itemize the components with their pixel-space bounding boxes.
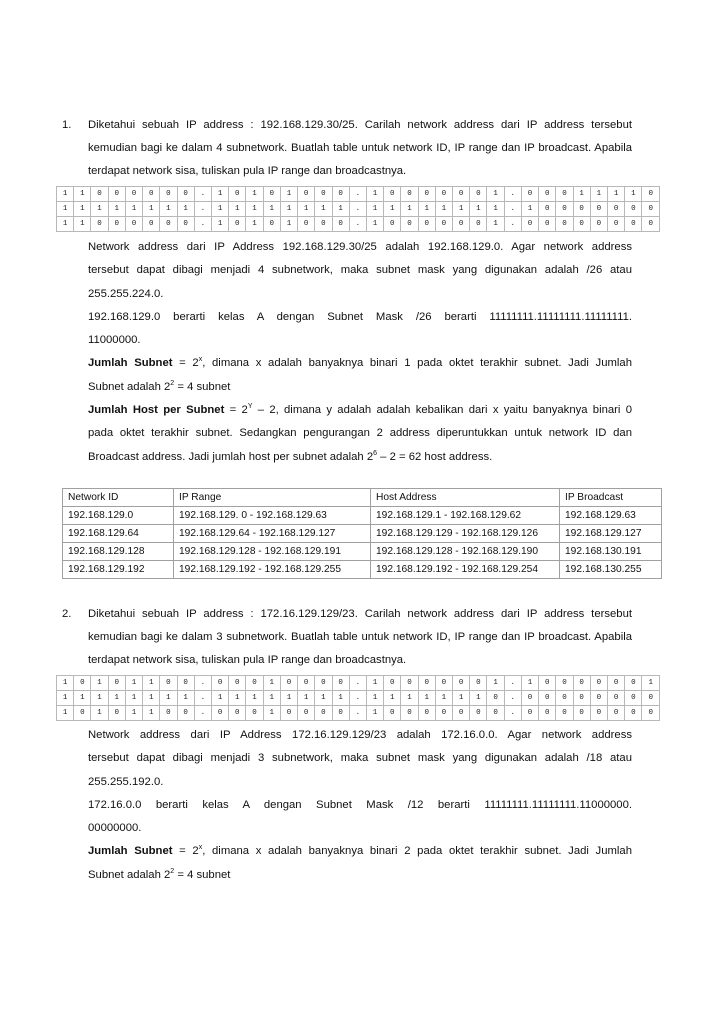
bit-cell: 0 bbox=[401, 217, 418, 232]
bit-cell: 1 bbox=[521, 202, 538, 217]
bit-cell: 0 bbox=[315, 187, 332, 202]
answer-line: Network address dari IP Address 172.16.129.129/23 adalah 172.16.0.0. Agar network address bbox=[88, 729, 632, 741]
bit-cell: 0 bbox=[418, 706, 435, 721]
bit-cell: 0 bbox=[298, 187, 315, 202]
bit-cell: 1 bbox=[642, 676, 660, 691]
bit-cell: 0 bbox=[263, 217, 280, 232]
bit-cell: 0 bbox=[573, 706, 590, 721]
bit-cell: 1 bbox=[298, 202, 315, 217]
table-cell: 192.168.130.191 bbox=[560, 543, 662, 561]
bit-cell: 0 bbox=[453, 217, 470, 232]
bit-cell: 1 bbox=[401, 202, 418, 217]
table-cell: 192.168.130.255 bbox=[560, 561, 662, 579]
table-row bbox=[63, 507, 662, 525]
bit-cell: 0 bbox=[177, 676, 194, 691]
bit-cell: 1 bbox=[229, 691, 246, 706]
bit-cell: 0 bbox=[418, 217, 435, 232]
bit-cell: 0 bbox=[487, 706, 504, 721]
bit-cell: 1 bbox=[74, 202, 91, 217]
octet-separator: . bbox=[349, 217, 366, 232]
bit-cell: 1 bbox=[384, 691, 401, 706]
bit-cell: 0 bbox=[608, 202, 625, 217]
octet-separator: . bbox=[504, 202, 521, 217]
bit-cell: 1 bbox=[246, 202, 263, 217]
bit-cell: 0 bbox=[315, 217, 332, 232]
bit-cell: 0 bbox=[556, 217, 573, 232]
bit-cell: 1 bbox=[263, 691, 280, 706]
bit-cell: 1 bbox=[384, 202, 401, 217]
octet-separator: . bbox=[504, 706, 521, 721]
answer-line: Network address dari IP Address 192.168.129.30/25 adalah 192.168.129.0. Agar network address bbox=[88, 241, 632, 253]
bit-cell: 1 bbox=[211, 691, 228, 706]
bit-cell: 0 bbox=[470, 217, 487, 232]
table-cell: 192.168.129.127 bbox=[560, 525, 662, 543]
bit-cell: 0 bbox=[556, 676, 573, 691]
bit-cell: 0 bbox=[298, 217, 315, 232]
bit-cell: 1 bbox=[315, 202, 332, 217]
bit-cell: 1 bbox=[57, 676, 74, 691]
bit-cell: 0 bbox=[556, 202, 573, 217]
bit-cell: 1 bbox=[487, 202, 504, 217]
bit-cell: 1 bbox=[246, 217, 263, 232]
bit-cell: 0 bbox=[160, 706, 177, 721]
col-ip-broadcast: IP Broadcast bbox=[560, 489, 662, 507]
bit-cell: 0 bbox=[590, 706, 607, 721]
answer-line: 00000000. bbox=[88, 822, 142, 835]
bit-cell: 1 bbox=[57, 187, 74, 202]
bit-cell: 1 bbox=[366, 202, 383, 217]
bit-cell: 0 bbox=[539, 202, 556, 217]
bit-cell: 1 bbox=[177, 202, 194, 217]
bit-cell: 0 bbox=[625, 676, 642, 691]
bit-cell: 0 bbox=[125, 187, 142, 202]
bit-cell: 1 bbox=[143, 676, 160, 691]
bit-cell: 0 bbox=[590, 691, 607, 706]
bit-cell: 1 bbox=[160, 691, 177, 706]
bit-cell: 1 bbox=[143, 691, 160, 706]
answer-line: 192.168.129.0 berarti kelas A dengan Subnet Mask /26 berarti 11111111.11111111.11111111. bbox=[88, 310, 632, 323]
col-host-address: Host Address bbox=[371, 489, 560, 507]
octet-separator: . bbox=[349, 706, 366, 721]
bit-cell: 0 bbox=[642, 691, 660, 706]
bit-cell: 1 bbox=[177, 691, 194, 706]
bit-cell: 1 bbox=[125, 676, 142, 691]
bit-cell: 1 bbox=[418, 202, 435, 217]
bit-cell: 0 bbox=[521, 187, 538, 202]
bit-cell: 1 bbox=[487, 187, 504, 202]
bit-cell: 0 bbox=[384, 706, 401, 721]
bit-cell: 0 bbox=[160, 187, 177, 202]
bit-cell: 1 bbox=[315, 691, 332, 706]
host-result-line: Broadcast address. Jadi jumlah host per subnet adalah $2^6 - 2 = 62$ host address. bbox=[88, 449, 493, 463]
bit-cell: 1 bbox=[435, 691, 452, 706]
bit-cell: 1 bbox=[521, 676, 538, 691]
bit-cell: 0 bbox=[384, 217, 401, 232]
bit-cell: 1 bbox=[470, 691, 487, 706]
bit-cell: 0 bbox=[143, 187, 160, 202]
table-cell: 192.168.129. 0 - 192.168.129.63 bbox=[174, 507, 371, 525]
bit-cell: 0 bbox=[453, 676, 470, 691]
bit-cell: 1 bbox=[590, 187, 607, 202]
bit-cell: 0 bbox=[590, 676, 607, 691]
answer-1 bbox=[88, 236, 632, 469]
bit-cell: 1 bbox=[211, 217, 228, 232]
bit-cell: 0 bbox=[74, 706, 91, 721]
octet-separator: . bbox=[349, 691, 366, 706]
bit-cell: 0 bbox=[160, 676, 177, 691]
network-table bbox=[62, 488, 662, 579]
binary-table-1 bbox=[56, 186, 660, 232]
bit-cell: 1 bbox=[263, 706, 280, 721]
octet-separator: . bbox=[349, 202, 366, 217]
bit-cell: 0 bbox=[435, 187, 452, 202]
bit-cell: 1 bbox=[332, 202, 349, 217]
bit-cell: 0 bbox=[177, 217, 194, 232]
bit-cell: 0 bbox=[401, 706, 418, 721]
bit-cell: 0 bbox=[229, 676, 246, 691]
bit-cell: 0 bbox=[608, 706, 625, 721]
bit-cell: 0 bbox=[229, 217, 246, 232]
octet-separator: . bbox=[194, 187, 211, 202]
bit-cell: 0 bbox=[74, 676, 91, 691]
bit-cell: 1 bbox=[401, 691, 418, 706]
bit-cell: 0 bbox=[590, 202, 607, 217]
bit-cell: 1 bbox=[91, 202, 108, 217]
bit-cell: 1 bbox=[74, 691, 91, 706]
bit-cell: 0 bbox=[108, 706, 125, 721]
answer-2 bbox=[88, 724, 632, 887]
bit-cell: 0 bbox=[539, 706, 556, 721]
answer-line: 255.255.224.0. bbox=[88, 287, 164, 300]
octet-separator: . bbox=[349, 676, 366, 691]
bit-cell: 1 bbox=[366, 676, 383, 691]
bit-cell: 1 bbox=[91, 676, 108, 691]
bit-cell: 0 bbox=[91, 217, 108, 232]
bit-cell: 0 bbox=[108, 676, 125, 691]
bit-row bbox=[57, 187, 660, 202]
bit-cell: 0 bbox=[160, 217, 177, 232]
bit-cell: 1 bbox=[211, 202, 228, 217]
bit-cell: 0 bbox=[470, 676, 487, 691]
bit-cell: 0 bbox=[143, 217, 160, 232]
bit-cell: 0 bbox=[625, 202, 642, 217]
bit-cell: 0 bbox=[246, 706, 263, 721]
bit-cell: 1 bbox=[418, 691, 435, 706]
bit-cell: 1 bbox=[573, 187, 590, 202]
bit-cell: 1 bbox=[125, 202, 142, 217]
bit-cell: 0 bbox=[435, 706, 452, 721]
bit-cell: 0 bbox=[608, 217, 625, 232]
question-1-text: Diketahui sebuah IP address : 192.168.129.30/25. Carilah network address dari IP address tersebut kemudian bagi ke dalam 4 subnetwork. Buatlah table untuk network ID, IP range dan IP broadcast. Apabila terdapat network sisa, tuliskan pula IP range dan broadcastnya. bbox=[88, 119, 632, 177]
table-cell: 192.168.129.128 bbox=[63, 543, 174, 561]
bit-cell: 1 bbox=[366, 187, 383, 202]
bit-cell: 0 bbox=[487, 691, 504, 706]
bit-cell: 0 bbox=[91, 187, 108, 202]
table-cell: 192.168.129.128 - 192.168.129.190 bbox=[371, 543, 560, 561]
bit-cell: 0 bbox=[573, 676, 590, 691]
bit-cell: 1 bbox=[91, 691, 108, 706]
bit-cell: 1 bbox=[366, 217, 383, 232]
bit-cell: 0 bbox=[625, 691, 642, 706]
bit-cell: 1 bbox=[608, 187, 625, 202]
bit-cell: 0 bbox=[435, 217, 452, 232]
bit-cell: 1 bbox=[57, 217, 74, 232]
bit-row bbox=[57, 691, 660, 706]
bit-cell: 0 bbox=[401, 187, 418, 202]
subnet-result-line: Subnet adalah $2^2 = 4$ subnet bbox=[88, 379, 231, 393]
bit-cell: 0 bbox=[625, 217, 642, 232]
table-header-row bbox=[63, 489, 662, 507]
bit-cell: 1 bbox=[263, 202, 280, 217]
bit-cell: 0 bbox=[521, 217, 538, 232]
subnet-result-line: Subnet adalah $2^2 = 4$ subnet bbox=[88, 867, 231, 881]
table-cell: 192.168.129.64 bbox=[63, 525, 174, 543]
bit-cell: 0 bbox=[470, 187, 487, 202]
col-network-id: Network ID bbox=[63, 489, 174, 507]
host-formula-line: Jumlah Host per Subnet = $2^Y - 2$, dimana y adalah adalah kebalikan dari x yaitu banyaknya binari 0 bbox=[88, 403, 632, 417]
bit-cell: 0 bbox=[573, 691, 590, 706]
bit-cell: 0 bbox=[125, 217, 142, 232]
bit-cell: 1 bbox=[366, 691, 383, 706]
bit-row bbox=[57, 202, 660, 217]
bit-cell: 0 bbox=[539, 676, 556, 691]
octet-separator: . bbox=[504, 217, 521, 232]
bit-cell: 1 bbox=[280, 202, 297, 217]
bit-cell: 0 bbox=[108, 217, 125, 232]
bit-cell: 0 bbox=[642, 217, 660, 232]
bit-cell: 1 bbox=[57, 706, 74, 721]
bit-cell: 1 bbox=[125, 706, 142, 721]
bit-cell: 1 bbox=[108, 691, 125, 706]
bit-cell: 0 bbox=[332, 706, 349, 721]
bit-cell: 1 bbox=[280, 691, 297, 706]
bit-cell: 1 bbox=[435, 202, 452, 217]
bit-cell: 0 bbox=[229, 187, 246, 202]
bit-cell: 0 bbox=[642, 187, 660, 202]
bit-cell: 1 bbox=[366, 706, 383, 721]
bit-cell: 1 bbox=[453, 202, 470, 217]
bit-cell: 1 bbox=[246, 187, 263, 202]
table-row bbox=[63, 561, 662, 579]
bit-cell: 0 bbox=[470, 706, 487, 721]
bit-cell: 0 bbox=[177, 706, 194, 721]
table-cell: 192.168.129.129 - 192.168.129.126 bbox=[371, 525, 560, 543]
bit-cell: 1 bbox=[453, 691, 470, 706]
bit-cell: 0 bbox=[332, 217, 349, 232]
subnet-formula-line: Jumlah Subnet = $2^x$, dimana x adalah banyaknya binari 2 pada oktet terakhir subnet. Jadi Jumlah bbox=[88, 844, 632, 858]
bit-cell: 1 bbox=[246, 691, 263, 706]
bit-cell: 0 bbox=[573, 217, 590, 232]
bit-cell: 0 bbox=[108, 187, 125, 202]
bit-cell: 0 bbox=[573, 202, 590, 217]
bit-cell: 0 bbox=[453, 187, 470, 202]
bit-cell: 0 bbox=[608, 676, 625, 691]
bit-cell: 0 bbox=[280, 706, 297, 721]
bit-cell: 0 bbox=[539, 691, 556, 706]
bit-cell: 1 bbox=[487, 217, 504, 232]
bit-cell: 1 bbox=[332, 691, 349, 706]
octet-separator: . bbox=[194, 217, 211, 232]
col-ip-range: IP Range bbox=[174, 489, 371, 507]
bit-cell: 0 bbox=[211, 676, 228, 691]
bit-cell: 1 bbox=[125, 691, 142, 706]
question-1-number: 1. bbox=[62, 119, 72, 131]
octet-separator: . bbox=[349, 187, 366, 202]
bit-cell: 0 bbox=[315, 676, 332, 691]
answer-line: tersebut dapat dibagi menjadi 4 subnetwork, maka subnet mask yang digunakan adalah /26 atau bbox=[88, 264, 632, 277]
bit-cell: 0 bbox=[332, 187, 349, 202]
table-cell: 192.168.129.64 - 192.168.129.127 bbox=[174, 525, 371, 543]
bit-cell: 1 bbox=[57, 691, 74, 706]
bit-cell: 0 bbox=[384, 676, 401, 691]
bit-cell: 0 bbox=[642, 202, 660, 217]
bit-cell: 1 bbox=[160, 202, 177, 217]
subnet-formula-line: Jumlah Subnet = $2^x$, dimana x adalah banyaknya binari 1 pada oktet terakhir subnet. Jadi Jumlah bbox=[88, 356, 632, 370]
octet-separator: . bbox=[194, 202, 211, 217]
bit-cell: 0 bbox=[211, 706, 228, 721]
bit-cell: 1 bbox=[298, 691, 315, 706]
bit-cell: 0 bbox=[556, 187, 573, 202]
bit-cell: 1 bbox=[263, 676, 280, 691]
octet-separator: . bbox=[504, 187, 521, 202]
table-cell: 192.168.129.192 - 192.168.129.255 bbox=[174, 561, 371, 579]
answer-line: 11000000. bbox=[88, 334, 141, 347]
bit-cell: 1 bbox=[74, 217, 91, 232]
host-explain-line: pada oktet terakhir subnet. Sedangkan pengurangan 2 address diperuntukkan untuk network ID dan bbox=[88, 427, 632, 440]
bit-cell: 0 bbox=[521, 706, 538, 721]
bit-cell: 0 bbox=[539, 217, 556, 232]
bit-row bbox=[57, 676, 660, 691]
bit-cell: 0 bbox=[418, 676, 435, 691]
bit-cell: 0 bbox=[435, 676, 452, 691]
question-2-text: Diketahui sebuah IP address : 172.16.129.129/23. Carilah network address dari IP address tersebut kemudian bagi ke dalam 3 subnetwork. Buatlah table untuk network ID, IP range dan IP broadcast. Apabila terdapat network sisa, tuliskan pula IP range dan broadcastnya. bbox=[88, 608, 632, 666]
table-cell: 192.168.129.63 bbox=[560, 507, 662, 525]
bit-cell: 0 bbox=[418, 187, 435, 202]
bit-cell: 0 bbox=[177, 187, 194, 202]
bit-cell: 1 bbox=[143, 202, 160, 217]
bit-cell: 1 bbox=[280, 187, 297, 202]
bit-cell: 0 bbox=[608, 691, 625, 706]
bit-cell: 0 bbox=[332, 676, 349, 691]
bit-cell: 0 bbox=[401, 676, 418, 691]
bit-cell: 1 bbox=[91, 706, 108, 721]
bit-cell: 0 bbox=[280, 676, 297, 691]
bit-cell: 1 bbox=[143, 706, 160, 721]
bit-cell: 0 bbox=[590, 217, 607, 232]
octet-separator: . bbox=[504, 676, 521, 691]
bit-cell: 0 bbox=[263, 187, 280, 202]
table-cell: 192.168.129.128 - 192.168.129.191 bbox=[174, 543, 371, 561]
table-cell: 192.168.129.1 - 192.168.129.62 bbox=[371, 507, 560, 525]
bit-cell: 0 bbox=[315, 706, 332, 721]
bit-cell: 0 bbox=[556, 691, 573, 706]
bit-cell: 0 bbox=[298, 706, 315, 721]
octet-separator: . bbox=[194, 691, 211, 706]
octet-separator: . bbox=[504, 691, 521, 706]
bit-cell: 1 bbox=[470, 202, 487, 217]
bit-cell: 1 bbox=[108, 202, 125, 217]
table-cell: 192.168.129.0 bbox=[63, 507, 174, 525]
bit-cell: 1 bbox=[57, 202, 74, 217]
bit-cell: 1 bbox=[74, 187, 91, 202]
answer-line: 255.255.192.0. bbox=[88, 775, 164, 788]
bit-cell: 1 bbox=[280, 217, 297, 232]
bit-cell: 0 bbox=[539, 187, 556, 202]
bit-cell: 0 bbox=[521, 691, 538, 706]
bit-row bbox=[57, 706, 660, 721]
bit-cell: 0 bbox=[642, 706, 660, 721]
octet-separator: . bbox=[194, 676, 211, 691]
bit-cell: 1 bbox=[229, 202, 246, 217]
bit-cell: 0 bbox=[229, 706, 246, 721]
binary-table-2 bbox=[56, 675, 660, 721]
question-2-number: 2. bbox=[62, 608, 72, 620]
table-cell: 192.168.129.192 - 192.168.129.254 bbox=[371, 561, 560, 579]
answer-line: 172.16.0.0 berarti kelas A dengan Subnet Mask /12 berarti 11111111.11111111.11000000. bbox=[88, 798, 632, 811]
bit-cell: 0 bbox=[556, 706, 573, 721]
bit-cell: 0 bbox=[453, 706, 470, 721]
bit-cell: 0 bbox=[246, 676, 263, 691]
bit-cell: 0 bbox=[384, 187, 401, 202]
bit-cell: 0 bbox=[298, 676, 315, 691]
bit-cell: 0 bbox=[625, 706, 642, 721]
bit-row bbox=[57, 217, 660, 232]
table-cell: 192.168.129.192 bbox=[63, 561, 174, 579]
bit-cell: 1 bbox=[625, 187, 642, 202]
octet-separator: . bbox=[194, 706, 211, 721]
table-row bbox=[63, 525, 662, 543]
bit-cell: 1 bbox=[211, 187, 228, 202]
answer-line: tersebut dapat dibagi menjadi 3 subnetwork, maka subnet mask yang digunakan adalah /18 atau bbox=[88, 752, 632, 765]
table-row bbox=[63, 543, 662, 561]
bit-cell: 1 bbox=[487, 676, 504, 691]
